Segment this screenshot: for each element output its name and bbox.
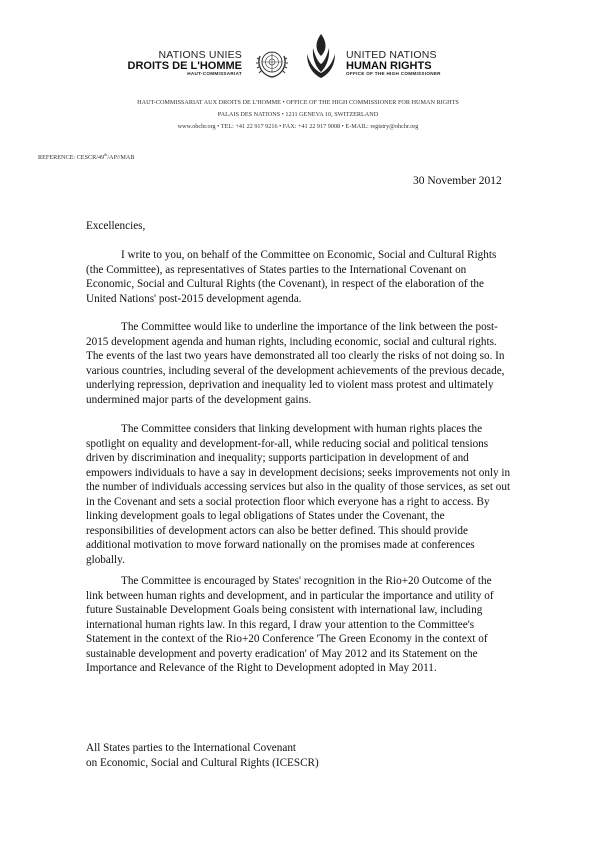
salutation: Excellencies, xyxy=(86,220,146,232)
address-line-1: HAUT-COMMISSARIAT AUX DROITS DE L'HOMME • OFFICE OF THE HIGH COMMISSIONER FOR HUMAN RIGHTS xyxy=(137,99,459,106)
paragraph-1: I write to you, on behalf of the Committee on Economic, Social and Cultural Rights (the Committee), as representatives of States parties to the International Covenant on Economic, Social and Cultural Rights (the Covenant), in respect of the elaboration of the United Nations' post-2015 development agenda. xyxy=(86,249,497,305)
letter-date: 30 November 2012 xyxy=(413,175,502,187)
address-line-2: PALAIS DES NATIONS • 1211 GENEVA 10, SWITZERLAND xyxy=(217,111,379,118)
reference-sup: th xyxy=(104,152,108,157)
reference-suffix: /AP//MAB xyxy=(107,154,135,162)
english-human-rights: HUMAN RIGHTS xyxy=(346,59,432,72)
address-line-3: www.ohchr.org • TEL: +41 22 917 9216 • FAX: +41 22 917 9008 • E-MAIL: registry@ohchr.org xyxy=(177,123,419,130)
french-droits-de-lhomme: DROITS DE L'HOMME xyxy=(127,59,242,72)
english-org-name xyxy=(346,50,441,77)
english-office-high-commissioner: OFFICE OF THE HIGH COMMISSIONER xyxy=(346,70,441,76)
reference-prefix: REFERENCE: CESCR/49 xyxy=(38,154,105,162)
english-united-nations: UNITED NATIONS xyxy=(346,49,437,61)
paragraph-2: The Committee would like to underline the importance of the link between the post-2015 development agenda and human rights, including economic, social and cultural rights. The events of the last two years have demonstrated all too clearly the risks of not doing so. In various countries, including several of the development achievements of the previous decade, underlying repression, deprivation and inequality led to violent mass protest and ultimately undermined major parts of the development gains. xyxy=(86,321,505,406)
addressee-line-1: All States parties to the International Covenant xyxy=(86,742,297,754)
reference xyxy=(38,152,134,161)
addressee-line-2: on Economic, Social and Cultural Rights (ICESCR) xyxy=(86,756,319,769)
french-haut-commissariat: HAUT-COMMISSARIAT xyxy=(187,70,242,76)
paragraph-4: The Committee is encouraged by States' recognition in the Rio+20 Outcome of the link between human rights and development, and in particular the importance and utility of future Sustainable Development Goals being consistent with international law, including international human rights law. In this regard, I draw your attention to the Committee's Statement in the context of the Rio+20 Conference 'The Green Economy in the context of sustainable development and poverty eradication' of May 2012 and its Statement on the Importance and Relevance of the Right to Development adopted in May 2011. xyxy=(86,575,494,674)
human-rights-emblem-icon xyxy=(303,32,339,82)
letterhead xyxy=(0,30,596,86)
french-nations-unies: NATIONS UNIES xyxy=(158,49,242,61)
french-org-name xyxy=(128,50,242,77)
un-emblem-icon xyxy=(255,46,289,80)
paragraph-3: The Committee considers that linking development with human rights places the spotlight on equality and development-for-all, while reducing social and political tensions driven by discrimination and inequality; supports participation in development of and empowers individuals to have a say in development decisions; seeks improvements not only in the number of individuals accessing services but also in the quality of those services, as set out in the Covenant and sets a social protection floor which everyone has a right to access. By linking development goals to legal obligations of States under the Covenant, the responsibilities of development actors can also be better defined. This should provide additional motivation to move forward nationally on the promises made at conferences globally. xyxy=(86,423,511,566)
addressee xyxy=(86,741,319,770)
